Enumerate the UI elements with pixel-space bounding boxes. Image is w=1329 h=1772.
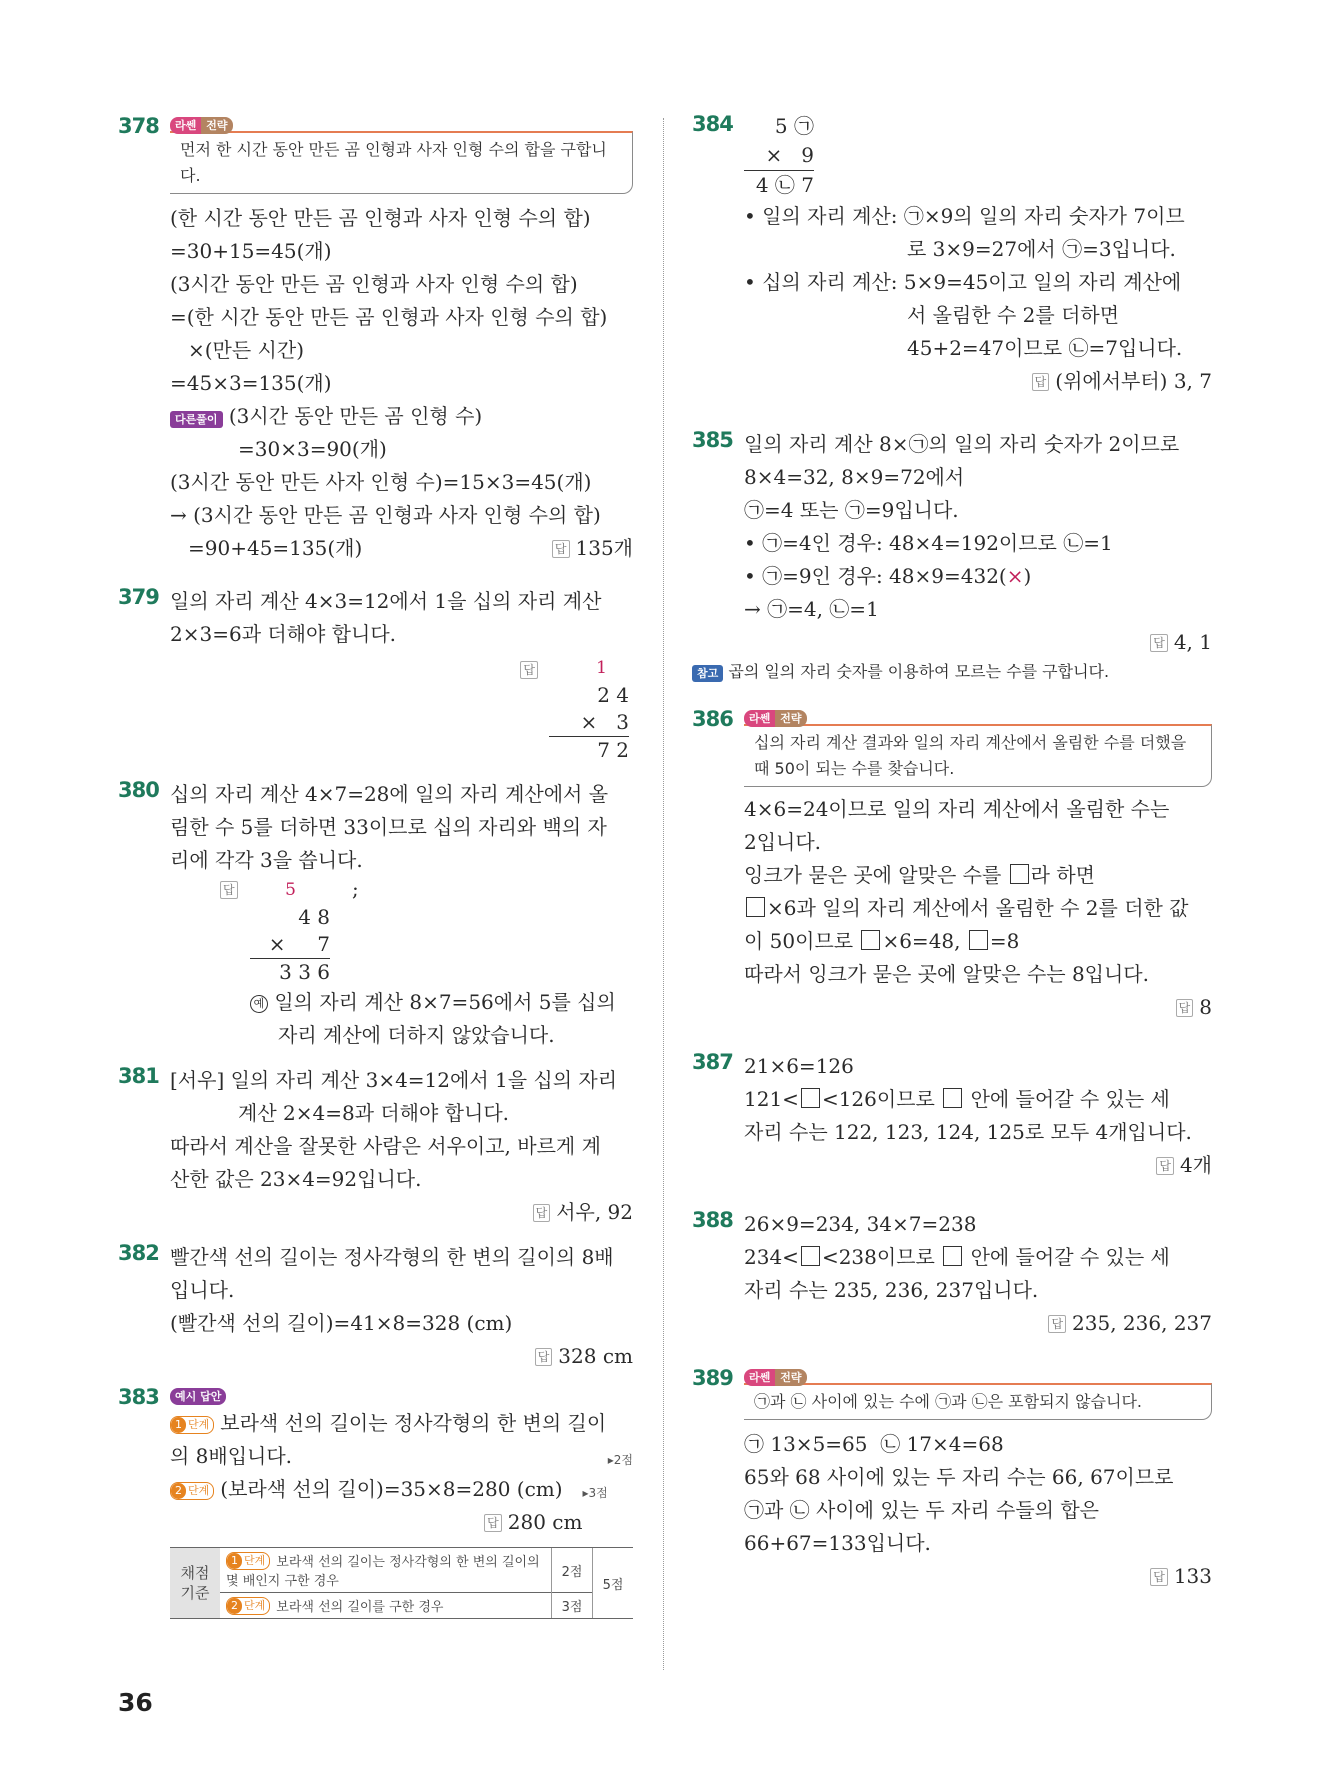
alt-line: (3시간 동안 만든 곰 인형 수)	[228, 404, 483, 428]
solution-line: 66+67=133입니다.	[744, 1531, 931, 1555]
total-points: 5점	[593, 1548, 634, 1619]
blank-box	[1010, 864, 1029, 884]
problem-380	[118, 778, 633, 1052]
problem-number: 380	[118, 778, 159, 802]
problem-number: 383	[118, 1385, 159, 1409]
step-line: (보라색 선의 길이)=35×8=280 (cm)	[220, 1477, 563, 1501]
strategy-badge-a: 라쎈	[744, 710, 775, 727]
blank-box	[943, 1246, 962, 1266]
answer-value: 328 cm	[558, 1344, 633, 1368]
carry-digit: 1	[596, 658, 607, 678]
solution-line: ×6과 일의 자리 계산에서 올림한 수 2를 더한 값	[767, 896, 1189, 920]
problem-number: 386	[692, 707, 733, 731]
solution-line: → ㉠=4, ㉡=1	[744, 597, 879, 621]
answer-mark: 답	[1176, 999, 1194, 1017]
blank-box	[801, 1246, 820, 1266]
solution-line: (한 시간 동안 만든 곰 인형과 사자 인형 수의 합)	[170, 206, 591, 230]
problem-383	[118, 1385, 633, 1619]
strategy-text: 먼저 한 시간 동안 만든 곰 인형과 사자 인형 수의 합을 구합니다.	[170, 131, 633, 194]
solution-line: 자리 수는 235, 236, 237입니다.	[744, 1278, 1039, 1302]
vertical-calc	[250, 877, 330, 986]
answer-mark: 답	[535, 1348, 553, 1366]
bullet-line: 서 올림한 수 2를 더하면	[907, 303, 1120, 327]
grading-label: 채점 기준	[170, 1548, 220, 1619]
solution-line: 65와 68 사이에 있는 두 자리 수는 66, 67이므로	[744, 1465, 1174, 1489]
solution-line: 4×6=24이므로 일의 자리 계산에서 올림한 수는	[744, 797, 1170, 821]
criterion-1: 1 단계 보라색 선의 길이는 정사각형의 한 변의 길이의 몇 배인지 구한 경우	[220, 1548, 552, 1593]
alt-line: → (3시간 동안 만든 곰 인형과 사자 인형 수의 합)	[170, 503, 601, 527]
grading-table	[170, 1547, 633, 1619]
bullet-line: • 십의 자리 계산: 5×9=45이고 일의 자리 계산에	[744, 270, 1182, 294]
cross-mark: ×	[1006, 564, 1024, 588]
problem-number: 389	[692, 1366, 733, 1390]
solution-line: 산한 값은 23×4=92입니다.	[170, 1167, 422, 1191]
answer-value: 133	[1173, 1564, 1212, 1588]
answer-value: 4개	[1179, 1153, 1212, 1177]
strategy-text: 십의 자리 계산 결과와 일의 자리 계산에서 올림한 수를 더했을 때 50이 되는 수를 찾습니다.	[744, 724, 1212, 787]
left-column	[118, 112, 633, 1619]
alt-line: =30×3=90(개)	[238, 437, 387, 461]
solution-line: 림한 수 5를 더하면 33이므로 십의 자리와 백의 자	[170, 815, 607, 839]
solution-line: ㉠=4 또는 ㉠=9입니다.	[744, 498, 959, 522]
strategy-badge-b: 전략	[775, 710, 806, 727]
reason-line: 일의 자리 계산 8×7=56에서 5를 십의	[274, 990, 616, 1014]
problem-389	[692, 1366, 1212, 1593]
calc-row: 5 ㉠	[774, 114, 814, 138]
step-2-badge: 2 단계	[170, 1482, 214, 1500]
blank-box	[801, 1088, 820, 1108]
step-points: ▸2점	[607, 1453, 633, 1467]
solution-line: 따라서 계산을 잘못한 사람은 서우이고, 바르게 계	[170, 1134, 601, 1158]
answer-mark: 답	[1156, 1157, 1174, 1175]
solution-line: =30+15=45(개)	[170, 239, 332, 263]
bullet-line: • 일의 자리 계산: ㉠×9의 일의 자리 숫자가 7이므	[744, 204, 1185, 228]
answer-value: 8	[1199, 995, 1212, 1019]
step-line: 의 8배입니다.	[170, 1444, 293, 1468]
solution-line: 잉크가 묻은 곳에 알맞은 수를	[744, 863, 1002, 887]
answer-mark: 답	[552, 540, 570, 558]
step-line: 보라색 선의 길이는 정사각형의 한 변의 길이	[220, 1411, 607, 1435]
strategy-badge-a: 라쎈	[170, 117, 201, 134]
answer-mark: 답	[484, 1514, 502, 1532]
problem-378	[118, 114, 633, 565]
answer-mark: 답	[1032, 373, 1050, 391]
strategy-badge-b: 전략	[201, 117, 232, 134]
answer-mark: 답	[1150, 634, 1168, 652]
note-text: 곱의 일의 자리 숫자를 이용하여 모르는 수를 구합니다.	[728, 662, 1110, 681]
solution-line: ㉠과 ㉡ 사이에 있는 두 자리 수들의 합은	[744, 1498, 1099, 1522]
solution-line: 입니다.	[170, 1278, 235, 1302]
problem-number: 381	[118, 1064, 159, 1088]
answer-value: (위에서부터) 3, 7	[1055, 369, 1212, 393]
problem-number: 382	[118, 1241, 159, 1265]
blank-box	[943, 1088, 962, 1108]
problem-number: 387	[692, 1050, 733, 1074]
calc-row: 2 4	[597, 683, 629, 707]
solution-line: ㉠ 13×5=65 ㉡ 17×4=68	[744, 1432, 1004, 1456]
answer-value: 280 cm	[507, 1510, 583, 1534]
calc-result: 4 ㉡ 7	[744, 170, 814, 200]
other-solution-badge: 다른풀이	[170, 411, 223, 428]
solution-line: 따라서 잉크가 묻은 곳에 알맞은 수는 8입니다.	[744, 962, 1149, 986]
solution-line: (3시간 동안 만든 곰 인형과 사자 인형 수의 합)	[170, 272, 578, 296]
problem-381	[118, 1064, 633, 1229]
solution-line: 계산 2×4=8과 더해야 합니다.	[238, 1101, 509, 1125]
solution-line: 리에 각각 3을 씁니다.	[170, 848, 363, 872]
vertical-calc	[549, 655, 629, 764]
strategy-box	[744, 707, 1212, 787]
calc-row: × 9	[765, 143, 814, 167]
solution-line: =45×3=135(개)	[170, 371, 332, 395]
calc-row: 4 8	[298, 905, 330, 929]
strategy-badge-b: 전략	[775, 1369, 806, 1386]
example-mark: 예	[250, 995, 268, 1013]
solution-line: 2입니다.	[744, 830, 822, 854]
example-answer-badge: 예시 답안	[170, 1388, 226, 1405]
solution-line: 자리 수는 122, 123, 124, 125로 모두 4개입니다.	[744, 1120, 1192, 1144]
criterion-2-points: 3점	[552, 1593, 593, 1619]
answer-mark: 답	[1150, 1568, 1168, 1586]
calc-result: 3 3 6	[250, 958, 330, 986]
strategy-box	[170, 114, 633, 194]
criterion-1-points: 2점	[552, 1548, 593, 1593]
bullet-line: 로 3×9=27에서 ㉠=3입니다.	[907, 237, 1176, 261]
bullet-line: 45+2=47이므로 ㉡=7입니다.	[907, 336, 1183, 360]
solution-line: 이 50이므로	[744, 929, 854, 953]
answer-mark: 답	[1048, 1315, 1066, 1333]
semicolon: ;	[352, 877, 359, 901]
problem-379	[118, 585, 633, 764]
calc-row: × 7	[268, 932, 330, 956]
solution-line: [서우] 일의 자리 계산 3×4=12에서 1을 십의 자리	[170, 1068, 618, 1092]
answer-mark: 답	[220, 881, 238, 899]
answer-mark: 답	[520, 661, 538, 679]
problem-number: 379	[118, 585, 159, 609]
calc-row: × 3	[580, 710, 629, 734]
solution-line: • ㉠=9인 경우: 48×9=432(	[744, 564, 1007, 588]
strategy-text: ㉠과 ㉡ 사이에 있는 수에 ㉠과 ㉡은 포함되지 않습니다.	[744, 1383, 1212, 1420]
blank-box	[746, 897, 765, 917]
solution-line: ×(만든 시간)	[188, 338, 305, 362]
note-badge: 참고	[692, 665, 723, 682]
solution-line: (빨간색 선의 길이)=41×8=328 (cm)	[170, 1311, 513, 1335]
solution-line: =(한 시간 동안 만든 곰 인형과 사자 인형 수의 합)	[170, 305, 608, 329]
solution-line: 십의 자리 계산 4×7=28에 일의 자리 계산에서 올	[170, 782, 609, 806]
solution-line: 8×4=32, 8×9=72에서	[744, 465, 965, 489]
blank-box	[969, 930, 988, 950]
step-1-badge: 1 단계	[170, 1416, 214, 1434]
solution-line: • ㉠=4인 경우: 48×4=192이므로 ㉡=1	[744, 531, 1113, 555]
alt-line: =90+45=135(개)	[188, 536, 363, 560]
problem-388: 388 26×9=234, 34×7=238 234< <238이므로 안에 들어갈 수 있는 세 자리 수는 235, 236, 237입니다. 답 235, 236, 237	[692, 1208, 1212, 1335]
solution-line: 2×3=6과 더해야 합니다.	[170, 622, 397, 646]
answer-value: 서우, 92	[556, 1200, 633, 1224]
problem-385: 385 일의 자리 계산 8×㉠의 일의 자리 숫자가 2이므로 8×4=32, 8×9=72에서 ㉠=4 또는 ㉠=9입니다. • ㉠=4인 경우: 48×4=192이므로 ㉡=1 • ㉠=9인 경우: 48×9=432(×) → ㉠=4, ㉡=1 답 4, 1 참고 곱의 일의 자리 숫자를 이용하여 모르는 수를 구합니다.	[692, 428, 1212, 681]
calc-result: 7 2	[549, 736, 629, 764]
solution-line: 일의 자리 계산 8×㉠의 일의 자리 숫자가 2이므로	[744, 432, 1180, 456]
solution-line: 26×9=234, 34×7=238	[744, 1212, 977, 1236]
criterion-2: 2 단계 보라색 선의 길이를 구한 경우	[220, 1593, 552, 1619]
strategy-badge-a: 라쎈	[744, 1369, 775, 1386]
step-points: ▸3점	[582, 1486, 608, 1500]
blank-box	[861, 930, 880, 950]
vertical-calc	[744, 112, 814, 200]
answer-value: 235, 236, 237	[1072, 1311, 1212, 1335]
alt-line: (3시간 동안 만든 사자 인형 수)=15×3=45(개)	[170, 470, 592, 494]
answer-value: 4, 1	[1173, 630, 1212, 654]
solution-line: 일의 자리 계산 4×3=12에서 1을 십의 자리 계산	[170, 589, 602, 613]
problem-number: 378	[118, 114, 159, 138]
problem-382	[118, 1241, 633, 1373]
answer-value: 135개	[575, 536, 633, 560]
answer-mark: 답	[533, 1204, 551, 1222]
solution-line: 21×6=126	[744, 1054, 854, 1078]
carry-digit: 5	[285, 880, 296, 900]
column-divider	[663, 118, 664, 1670]
problem-384	[692, 112, 1212, 398]
problem-number: 385	[692, 428, 733, 452]
problem-number: 388	[692, 1208, 733, 1232]
right-column	[692, 112, 1212, 1593]
problem-387: 387 21×6=126 121< <126이므로 안에 들어갈 수 있는 세 자리 수는 122, 123, 124, 125로 모두 4개입니다. 답 4개	[692, 1050, 1212, 1177]
strategy-box	[744, 1366, 1212, 1420]
solution-line: 빨간색 선의 길이는 정사각형의 한 변의 길이의 8배	[170, 1245, 614, 1269]
problem-number: 384	[692, 112, 733, 136]
page-number: 36	[118, 1688, 153, 1717]
problem-386: 386 라쎈 전략 십의 자리 계산 결과와 일의 자리 계산에서 올림한 수를 더했을 때 50이 되는 수를 찾습니다. 4×6=24이므로 일의 자리 계산에서 올림한 수는 2입니다. 잉크가 묻은 곳에 알맞은 수를 라 하면 ×6과 일의 자리 계산에서 올림한 수 2를 더한 값 이 50이므로 ×6=48, =8 따라서 잉크가 묻은 곳에 알맞은 수는 8입니다. 답 8	[692, 707, 1212, 1019]
reason-line: 자리 계산에 더하지 않았습니다.	[278, 1023, 555, 1047]
